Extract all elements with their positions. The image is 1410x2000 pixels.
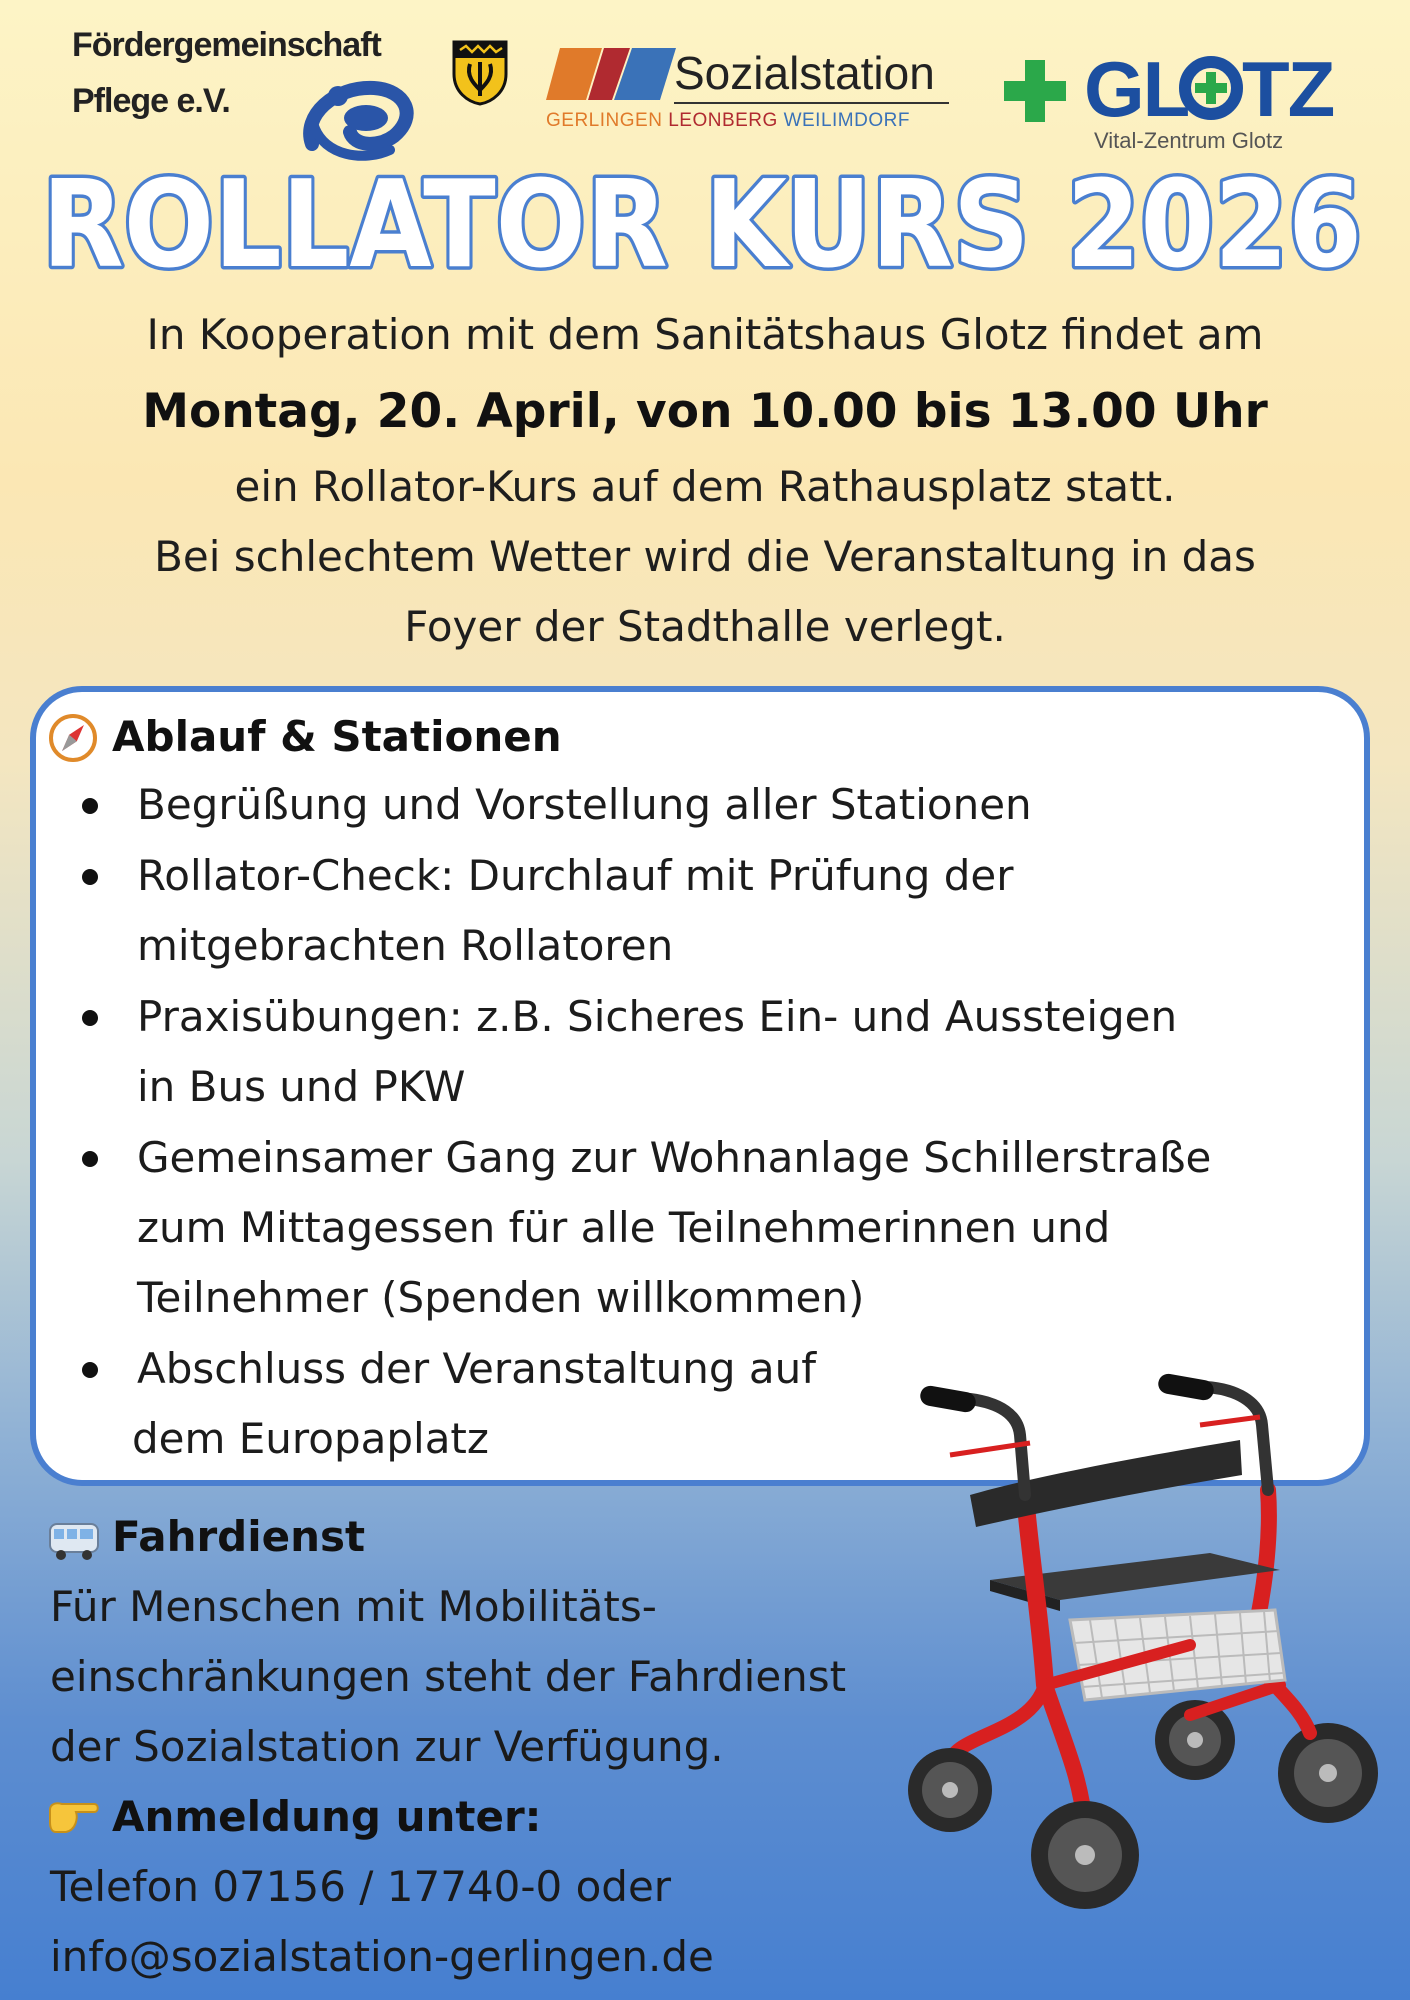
intro-line-4: Bei schlechtem Wetter wird die Veranstaltung in das xyxy=(154,532,1256,581)
schedule-item-1-line-1: Begrüßung und Vorstellung aller Stationen xyxy=(137,780,1032,829)
schedule-item-3-line-2: in Bus und PKW xyxy=(137,1062,466,1111)
intro-line-3: ein Rollator-Kurs auf dem Rathausplatz statt. xyxy=(234,462,1176,511)
schedule-item-3-line-1: Praxisübungen: z.B. Sicheres Ein- und Aussteigen xyxy=(137,992,1178,1041)
bullet-dot xyxy=(82,1151,98,1167)
title-text: ROLLATOR KURS 2026 xyxy=(42,156,1362,295)
schedule-item-4-line-1: Gemeinsamer Gang zur Wohnanlage Schillerstraße xyxy=(137,1133,1212,1182)
svg-text:TZ: TZ xyxy=(1242,45,1334,133)
sozialstation-logo xyxy=(546,46,951,136)
schedule-item-2-line-1: Rollator-Check: Durchlauf mit Prüfung der xyxy=(137,851,1014,900)
bullet-dot xyxy=(82,1010,98,1026)
schedule-item-4-line-2: zum Mittagessen für alle Teilnehmerinnen und xyxy=(137,1203,1111,1252)
anmeldung-heading: Anmeldung unter: xyxy=(112,1792,542,1841)
sozialstation-name: Sozialstation xyxy=(674,47,935,99)
sozialstation-divider xyxy=(674,102,949,104)
city-gerlingen: GERLINGEN xyxy=(546,110,663,131)
city-crest-icon xyxy=(452,40,508,106)
schedule-heading: Ablauf & Stationen xyxy=(112,712,562,761)
glotz-subtitle: Vital-Zentrum Glotz xyxy=(1094,128,1284,153)
event-date-time: Montag, 20. April, von 10.00 bis 13.00 Uhr xyxy=(142,384,1268,439)
bullet-dot xyxy=(82,1362,98,1378)
bullet-dot xyxy=(82,798,98,814)
schedule-item-5-line-1: Abschluss der Veranstaltung auf xyxy=(137,1344,817,1393)
rollator-image xyxy=(890,1355,1400,1925)
intro-line-1: In Kooperation mit dem Sanitätshaus Glotz findet am xyxy=(146,310,1264,359)
bullet-dot xyxy=(82,869,98,885)
city-leonberg: LEONBERG xyxy=(668,110,778,131)
anmeldung-phone: Telefon 07156 / 17740-0 oder xyxy=(50,1862,672,1911)
green-cross-icon xyxy=(1002,58,1068,124)
sozialstation-cities xyxy=(546,110,910,132)
intro-line-5: Foyer der Stadthalle verlegt. xyxy=(404,602,1006,651)
svg-text:GL: GL xyxy=(1084,45,1189,133)
fahrdienst-line-1: Für Menschen mit Mobilitäts- xyxy=(50,1582,657,1631)
fahrdienst-line-2: einschränkungen steht der Fahrdienst xyxy=(50,1652,847,1701)
city-weilimdorf: WEILIMDORF xyxy=(783,110,910,131)
page-title xyxy=(0,140,1410,295)
minibus-icon xyxy=(48,1518,100,1562)
schedule-item-4-line-3: Teilnehmer (Spenden willkommen) xyxy=(137,1273,865,1322)
schedule-item-5-line-2: dem Europaplatz xyxy=(132,1414,489,1463)
glotz-wordmark-icon xyxy=(1084,45,1334,133)
fahrdienst-line-3: der Sozialstation zur Verfügung. xyxy=(50,1722,724,1771)
compass-icon xyxy=(48,713,98,763)
anmeldung-email: info@sozialstation-gerlingen.de xyxy=(50,1932,714,1981)
foerdergemeinschaft-logo xyxy=(68,26,428,146)
pointing-hand-icon xyxy=(46,1796,100,1836)
schedule-item-2-line-2: mitgebrachten Rollatoren xyxy=(137,921,674,970)
foerder-name-line1: Fördergemeinschaft xyxy=(72,26,381,64)
sozialstation-stripes-icon xyxy=(546,48,676,104)
foerder-name-line2: Pflege e.V. xyxy=(72,82,230,120)
fahrdienst-heading: Fahrdienst xyxy=(112,1512,366,1561)
